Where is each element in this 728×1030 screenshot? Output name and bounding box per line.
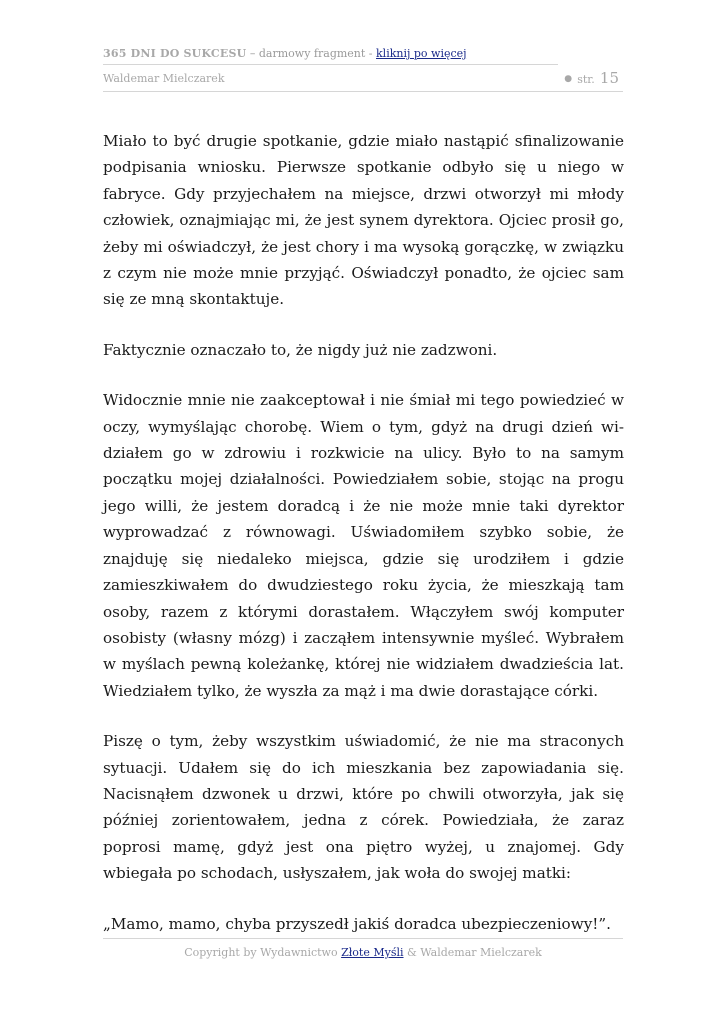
header-title-line — [103, 47, 623, 60]
bullet-icon: ● — [564, 74, 573, 84]
footer-divider — [103, 938, 623, 939]
copyright-prefix: Copyright by Wydawnictwo — [184, 946, 342, 959]
copyright-suffix: & Waldemar Mielczarek — [403, 946, 542, 959]
header-separator: – — [246, 47, 259, 60]
free-fragment-label: darmowy fragment - — [258, 47, 377, 60]
paragraph: Faktycznie oznaczało to, że nigdy już nie zadzwoni. — [103, 340, 498, 359]
publisher-link[interactable]: Złote Myśli — [341, 946, 404, 959]
page-prefix: str. — [577, 73, 595, 86]
header-divider-bottom — [103, 91, 623, 92]
book-title: 365 DNI DO SUKCESU — [103, 47, 247, 60]
page-number: 15 — [599, 69, 619, 87]
page-indicator — [564, 68, 619, 87]
paragraph: „Mamo, mamo, chyba przyszedł jakiś doradca ubezpieczeniowy!”. — [103, 914, 611, 933]
body-text — [103, 128, 624, 961]
author-name: Waldemar Mielczarek — [103, 72, 225, 85]
more-link[interactable]: kliknij po więcej — [376, 47, 467, 60]
page-footer — [103, 946, 623, 959]
header-author-line — [103, 69, 623, 91]
page-header — [103, 47, 623, 87]
paragraph: Piszę o tym, żeby wszystkim uświadomić, że nie ma straconych sytuacji. Udałem się do ich mieszkania bez zapowiadania się. Nacisnąłem dzwonek u drzwi, które po chwili otworzyła, jak się później zorientowałem, jedna z córek. Powiedziała, że zaraz poprosi mamę, gdyż jest ona piętro wyżej, u znajomej. Gdy wbiegała po schodach, usłyszałem, jak woła do swojej matki: — [103, 732, 624, 883]
paragraph: Widocznie mnie nie zaakceptował i nie śmiał mi tego powiedzieć w oczy, wymyślając chorobę. Wiem o tym, gdyż na drugi dzień widziałem go w zdrowiu i rozkwicie na ulicy. Było to na samym początku mojej działalności. Powiedziałem sobie, stojąc na progu jego willi, że jestem doradcą i że nie może mnie taki dyrektor wyprowadzać z równowagi. Uświadomiłem szybko sobie, że znajduję się niedaleko miejsca, gdzie się urodziłem i gdzie zamieszkiwałem do dwudziestego roku życia, że mieszkają tam osoby, razem z którymi dorastałem. Włączyłem swój komputer osobisty (własny mózg) i zacząłem intensywnie myśleć. Wybrałem w myślach pewną koleżankę, której nie widziałem dwadzieścia lat. Wiedziałem tylko, że wyszła za mąż i ma dwie dorastające córki. — [103, 391, 624, 700]
header-divider-top — [103, 64, 558, 65]
paragraph: Miało to być drugie spotkanie, gdzie miało nastąpić sfinalizowanie podpisania wniosku. Pierwsze spotkanie odbyło się u niego w fabryce. Gdy przyjechałem na miejsce, drzwi otworzył mi młody człowiek, oznajmiając mi, że jest synem dyrektora. Ojciec prosił go, żeby mi oświadczył, że jest chory i ma wysoką gorączkę, w związku z czym nie może mnie przyjąć. Oświadczył ponadto, że ojciec sam się ze mną skontaktuje. — [103, 132, 624, 309]
